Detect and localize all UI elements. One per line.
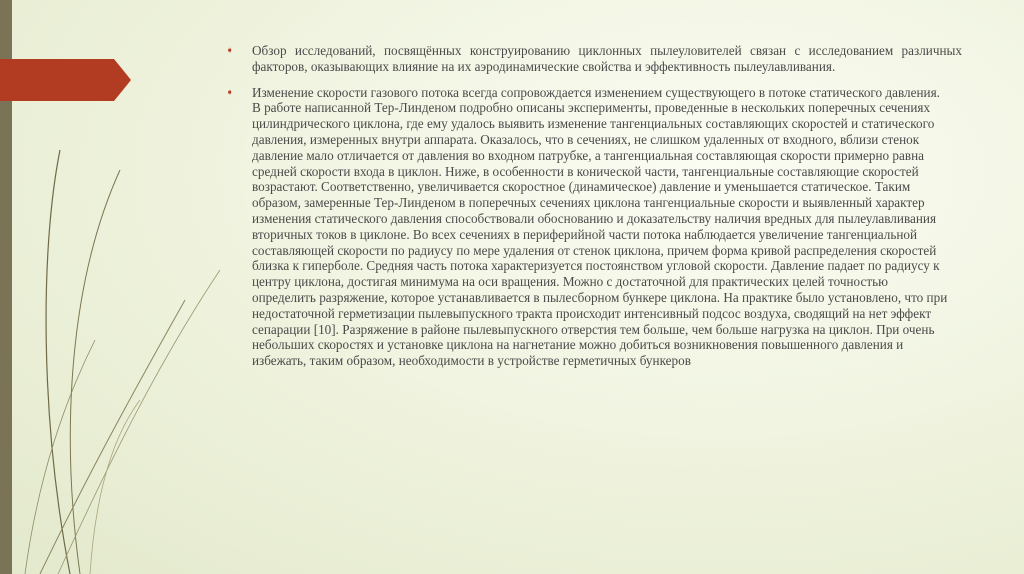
paragraph-1-text: Обзор исследований, посвящённых конструированию циклонных пылеуловителей связан с исследованием различных факторов, оказывающих влияние на их аэродинамические свойства и эффективность пылеулавливания. bbox=[252, 43, 962, 74]
accent-arrow-shape bbox=[0, 59, 131, 101]
bullet-paragraph-2 bbox=[222, 85, 962, 369]
arrow-bullet-icon: ➧ bbox=[226, 86, 234, 97]
paragraph-2-text: Изменение скорости газового потока всегда сопровождается изменением существующего в потоке статического давления. В работе написанной Тер-Линденом подробно описаны эксперименты, проведенные в нескольких поперечных сечениях цилиндрического циклона, где ему удалось выявить изменение тангенциальных составляющих скоростей и статического давления, измеренных внутри аппарата. Оказалось, что в сечениях, не слишком удаленных от входного, вблизи стенок давление мало отличается от давления во входном патрубке, а тангенциальная составляющая скорости примерно равна средней скорости входа в циклон. Ниже, в особенности в конической части, тангенциальные составляющие скоростей возрастают. Соответственно, увеличивается скоростное (динамическое) давление и уменьшается статическое. Таким образом, замеренные Тер-Линденом в поперечных сечениях циклона тангенциальные скорости и выявленный характер изменения статического давления способствовали обоснованию и доказательству наличия вредных для пылеулавливания вторичных токов в циклоне. Во всех сечениях в периферийной части потока наблюдается увеличение тангенциальной составляющей скорости по радиусу по мере удаления от стенок циклона, причем форма кривой распределения скоростей близка к гиперболе. Средняя часть потока характеризуется постоянством угловой скорости. Давление падает по радиусу к центру циклона, достигая минимума на оси вращения. Можно с достаточной для практических целей точностью определить разряжение, которое устанавливается в пылесборном бункере циклона. На практике было установлено, что при недостаточной герметизации пылевыпускного тракта происходит интенсивный подсос воздуха, сводящий на нет эффект сепарации [10]. Разряжение в районе пылевыпускного отверстия тем больше, чем больше нагрузка на циклон. При очень небольших скоростях и установке циклона на нагнетание можно добиться возникновения повышенного давления и избежать, таким образом, необходимости в устройстве герметичных бункеров bbox=[252, 84, 948, 369]
slide-content bbox=[222, 43, 962, 369]
arrow-bullet-icon: ➧ bbox=[226, 45, 234, 55]
bullet-paragraph-1 bbox=[222, 43, 962, 75]
